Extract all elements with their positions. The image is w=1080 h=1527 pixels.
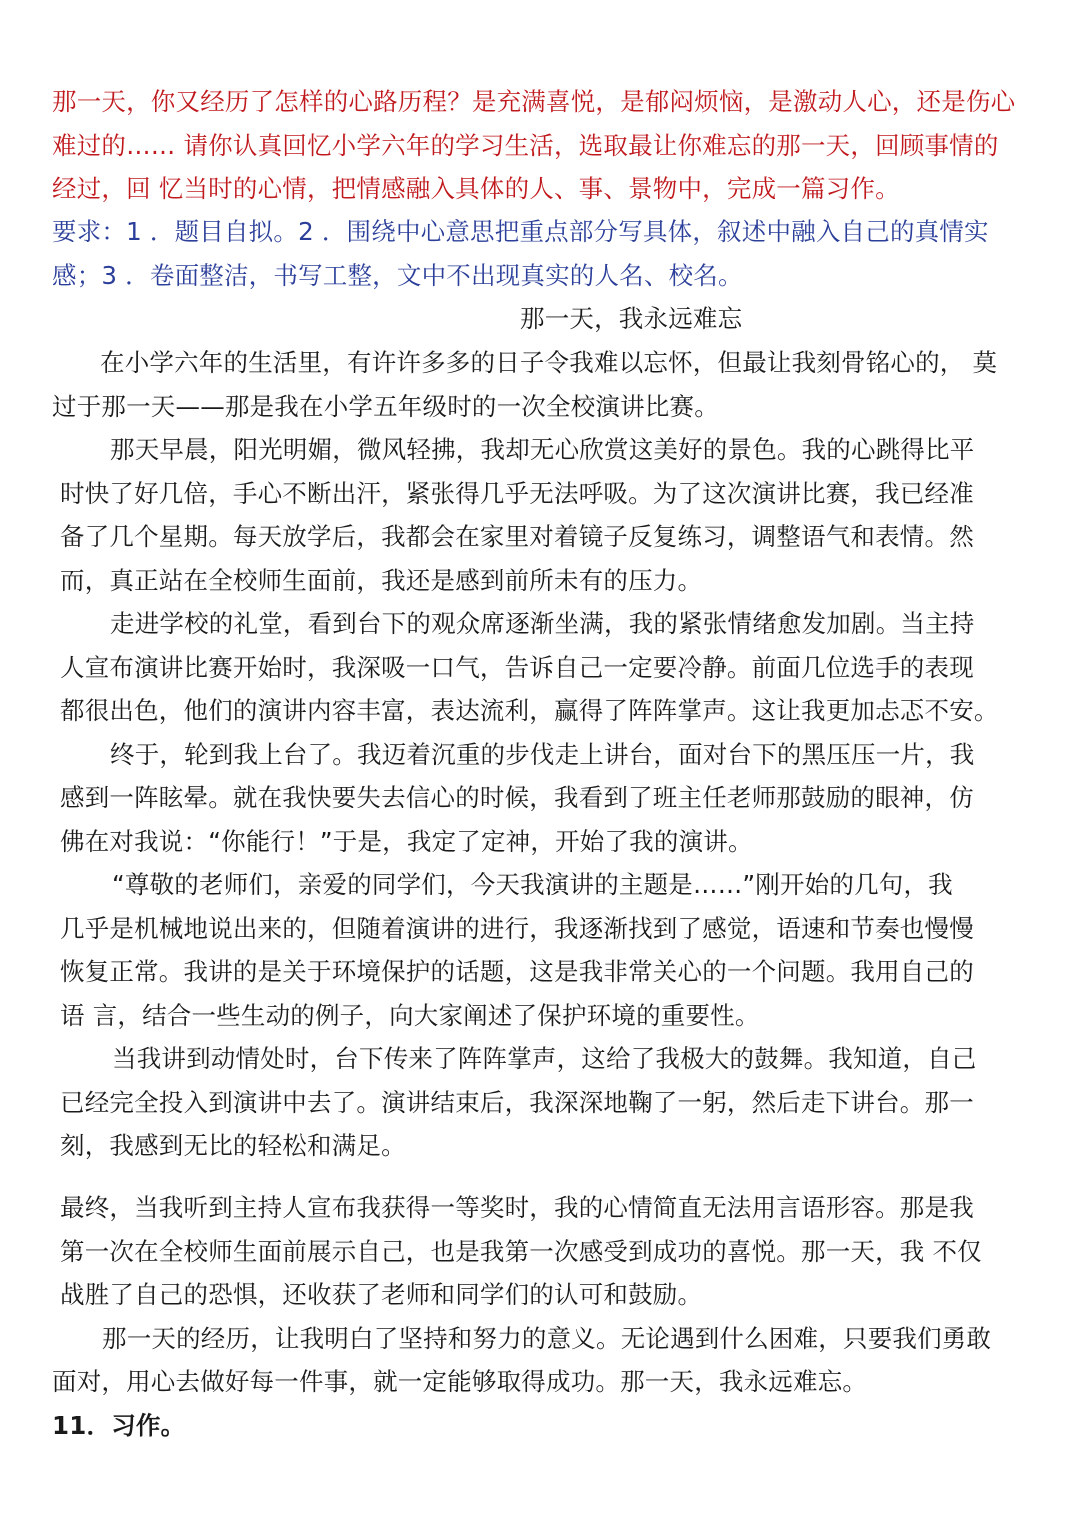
essay-line: 备了几个星期。每天放学后，我都会在家里对着镜子反复练习，调整语气和表情。然 [60,522,974,551]
essay-line: 终于，轮到我上台了。我迈着沉重的步伐走上讲台，面对台下的黑压压一片，我 [110,740,975,769]
essay-line: 走进学校的礼堂，看到台下的观众席逐渐坐满，我的紧张情绪愈发加剧。当主持 [110,609,975,638]
essay-line: 时快了好几倍，手心不断出汗，紧张得几乎无法呼吸。为了这次演讲比赛，我已经准 [60,479,974,508]
question-number: 11．习作。 [52,1411,186,1440]
essay-line: 都很出色，他们的演讲内容丰富，表达流利，赢得了阵阵掌声。这让我更加忐忑不安。 [60,696,999,725]
essay-line: 过于那一天——那是我在小学五年级时的一次全校演讲比赛。 [52,392,719,421]
essay-line: 人宣布演讲比赛开始时，我深吸一口气，告诉自己一定要冷静。前面几位选手的表现 [60,653,974,682]
essay-line: 已经完全投入到演讲中去了。演讲结束后，我深深地鞠了一躬，然后走下讲台。那一 [60,1088,974,1117]
essay-line: 那天早晨，阳光明媚，微风轻拂，我却无心欣赏这美好的景色。我的心跳得比平 [110,435,975,464]
prompt-line: 经过，回 忆当时的心情，把情感融入具体的人、事、景物中，完成一篇习作。 [52,174,900,203]
essay-line: 战胜了自己的恐惧，还收获了老师和同学们的认可和鼓励。 [60,1280,703,1309]
essay-line: 面对，用心去做好每一件事，就一定能够取得成功。那一天，我永远难忘。 [52,1367,868,1396]
essay-line: 第一次在全校师生面前展示自己，也是我第一次感受到成功的喜悦。那一天，我 不仅 [60,1237,982,1266]
essay-line: 当我讲到动情处时，台下传来了阵阵掌声，这给了我极大的鼓舞。我知道，自己 [112,1044,977,1073]
essay-line: 几乎是机械地说出来的，但随着演讲的进行，我逐渐找到了感觉，语速和节奏也慢慢 [60,914,974,943]
essay-line: 佛在对我说：“你能行！”于是，我定了定神，开始了我的演讲。 [60,827,753,856]
essay-line: “尊敬的老师们，亲爱的同学们，今天我演讲的主题是……”刚开始的几句，我 [112,870,953,899]
essay-line: 而，真正站在全校师生面前，我还是感到前所未有的压力。 [60,566,703,595]
essay-line: 最终，当我听到主持人宣布我获得一等奖时，我的心情简直无法用言语形容。那是我 [60,1193,974,1222]
requirements-line: 感；3 ．卷面整洁，书写工整，文中不出现真实的人名、校名。 [52,261,743,290]
essay-line: 语 言，结合一些生动的例子，向大家阐述了保护环境的重要性。 [60,1001,760,1030]
essay-line: 刻，我感到无比的轻松和满足。 [60,1131,406,1160]
essay-line: 在小学六年的生活里，有许许多多的日子令我难以忘怀，但最让我刻骨铭心的， 莫 [100,348,998,377]
essay-line: 那一天的经历，让我明白了坚持和努力的意义。无论遇到什么困难，只要我们勇敢 [102,1324,992,1353]
prompt-line: 难过的…… 请你认真回忆小学六年的学习生活，选取最让你难忘的那一天，回顾事情的 [52,131,999,160]
requirements-line: 要求：1 ．题目自拟。2 ．围绕中心意思把重点部分写具体，叙述中融入自己的真情实 [52,217,989,246]
essay-line: 恢复正常。我讲的是关于环境保护的话题，这是我非常关心的一个问题。我用自己的 [60,957,974,986]
prompt-line: 那一天，你又经历了怎样的心路历程？是充满喜悦，是郁闷烦恼，是激动人心，还是伤心 [52,87,1016,116]
essay-title: 那一天，我永远难忘 [520,304,743,333]
essay-line: 感到一阵眩晕。就在我快要失去信心的时候，我看到了班主任老师那鼓励的眼神，仿 [60,783,974,812]
